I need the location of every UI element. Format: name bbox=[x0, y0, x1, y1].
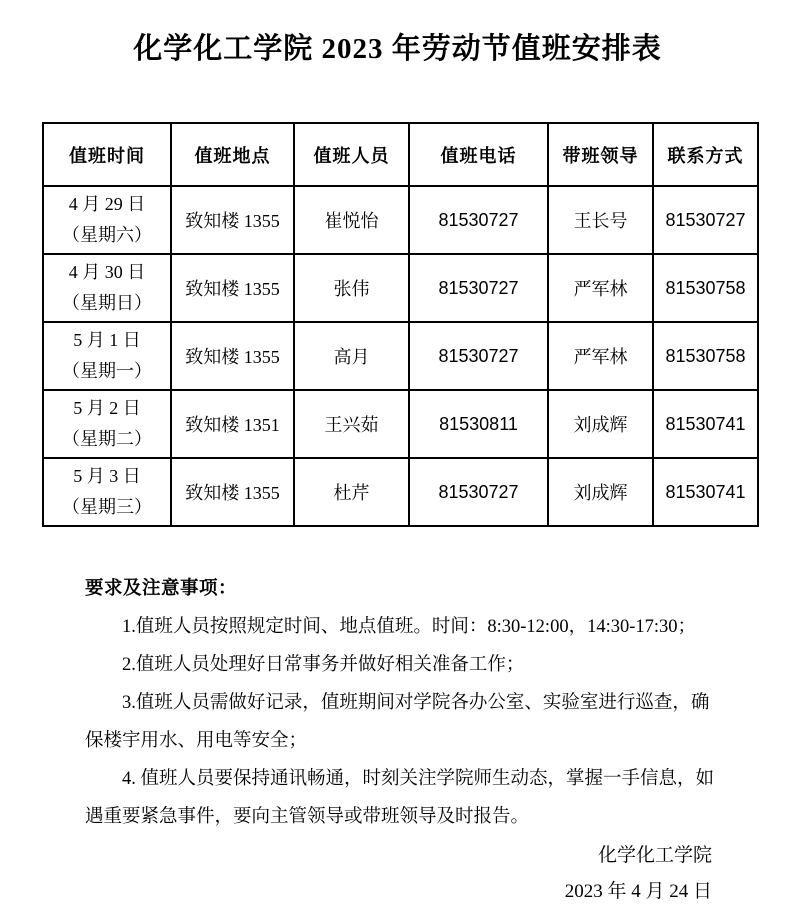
header-contact: 联系方式 bbox=[653, 123, 758, 186]
cell-duty-person: 崔悦怡 bbox=[294, 186, 409, 254]
duty-date: 5 月 2 日 bbox=[73, 398, 141, 418]
table-header-row bbox=[43, 123, 758, 186]
cell-lead-leader: 刘成辉 bbox=[548, 458, 653, 526]
cell-contact: 81530758 bbox=[653, 254, 758, 322]
duty-date: 4 月 30 日 bbox=[68, 262, 146, 282]
cell-duty-phone: 81530727 bbox=[409, 458, 548, 526]
signature-date: 2023 年 4 月 24 日 bbox=[564, 881, 712, 902]
cell-duty-location: 致知楼 1355 bbox=[171, 458, 294, 526]
signature-unit: 化学化工学院 bbox=[597, 845, 712, 866]
table-row bbox=[43, 458, 758, 526]
cell-contact: 81530741 bbox=[653, 390, 758, 458]
cell-duty-time bbox=[43, 186, 171, 254]
duty-schedule-table bbox=[42, 122, 759, 527]
header-duty-location: 值班地点 bbox=[171, 123, 294, 186]
page-title: 化学化工学院 2023 年劳动节值班安排表 bbox=[133, 33, 662, 65]
cell-lead-leader: 王长号 bbox=[548, 186, 653, 254]
cell-duty-person: 高月 bbox=[294, 322, 409, 390]
cell-duty-location: 致知楼 1351 bbox=[171, 390, 294, 458]
cell-duty-time bbox=[43, 390, 171, 458]
cell-duty-person: 张伟 bbox=[294, 254, 409, 322]
note-item-4: 4. 值班人员要保持通讯畅通，时刻关注学院师生动态，掌握一手信息，如遇重要紧急事件，要向主管领导或带班领导及时报告。 bbox=[85, 769, 715, 827]
cell-lead-leader: 严军林 bbox=[548, 322, 653, 390]
cell-duty-location: 致知楼 1355 bbox=[171, 186, 294, 254]
cell-duty-phone: 81530727 bbox=[409, 322, 548, 390]
note-item-1: 1.值班人员按照规定时间、地点值班。时间：8:30-12:00，14:30-17:30； bbox=[122, 617, 697, 637]
duty-weekday: （星期三） bbox=[62, 497, 152, 517]
cell-duty-person: 王兴茹 bbox=[294, 390, 409, 458]
header-duty-phone: 值班电话 bbox=[409, 123, 548, 186]
duty-date: 5 月 1 日 bbox=[73, 330, 141, 350]
header-duty-time: 值班时间 bbox=[43, 123, 171, 186]
cell-lead-leader: 严军林 bbox=[548, 254, 653, 322]
cell-duty-time bbox=[43, 322, 171, 390]
duty-weekday: （星期二） bbox=[62, 429, 152, 449]
cell-duty-phone: 81530811 bbox=[409, 390, 548, 458]
table-row bbox=[43, 322, 758, 390]
duty-weekday: （星期六） bbox=[62, 225, 152, 245]
cell-contact: 81530727 bbox=[653, 186, 758, 254]
duty-date: 5 月 3 日 bbox=[73, 466, 141, 486]
duty-date: 4 月 29 日 bbox=[68, 194, 146, 214]
cell-duty-location: 致知楼 1355 bbox=[171, 322, 294, 390]
cell-duty-phone: 81530727 bbox=[409, 186, 548, 254]
cell-duty-location: 致知楼 1355 bbox=[171, 254, 294, 322]
cell-duty-time bbox=[43, 254, 171, 322]
table-row bbox=[43, 186, 758, 254]
note-item-2: 2.值班人员处理好日常事务并做好相关准备工作； bbox=[122, 655, 525, 675]
table-row bbox=[43, 254, 758, 322]
footer-signature-block bbox=[565, 838, 712, 910]
duty-weekday: （星期一） bbox=[62, 361, 152, 381]
header-duty-person: 值班人员 bbox=[294, 123, 409, 186]
notes-heading: 要求及注意事项： bbox=[85, 579, 238, 599]
cell-duty-time bbox=[43, 458, 171, 526]
duty-weekday: （星期日） bbox=[62, 293, 152, 313]
table-row bbox=[43, 390, 758, 458]
cell-contact: 81530741 bbox=[653, 458, 758, 526]
cell-lead-leader: 刘成辉 bbox=[548, 390, 653, 458]
cell-contact: 81530758 bbox=[653, 322, 758, 390]
note-item-3: 3.值班人员需做好记录，值班期间对学院各办公室、实验室进行巡查，确保楼宇用水、用电等安全； bbox=[85, 693, 710, 751]
cell-duty-person: 杜芹 bbox=[294, 458, 409, 526]
header-lead-leader: 带班领导 bbox=[548, 123, 653, 186]
notes-section bbox=[85, 570, 717, 836]
cell-duty-phone: 81530727 bbox=[409, 254, 548, 322]
